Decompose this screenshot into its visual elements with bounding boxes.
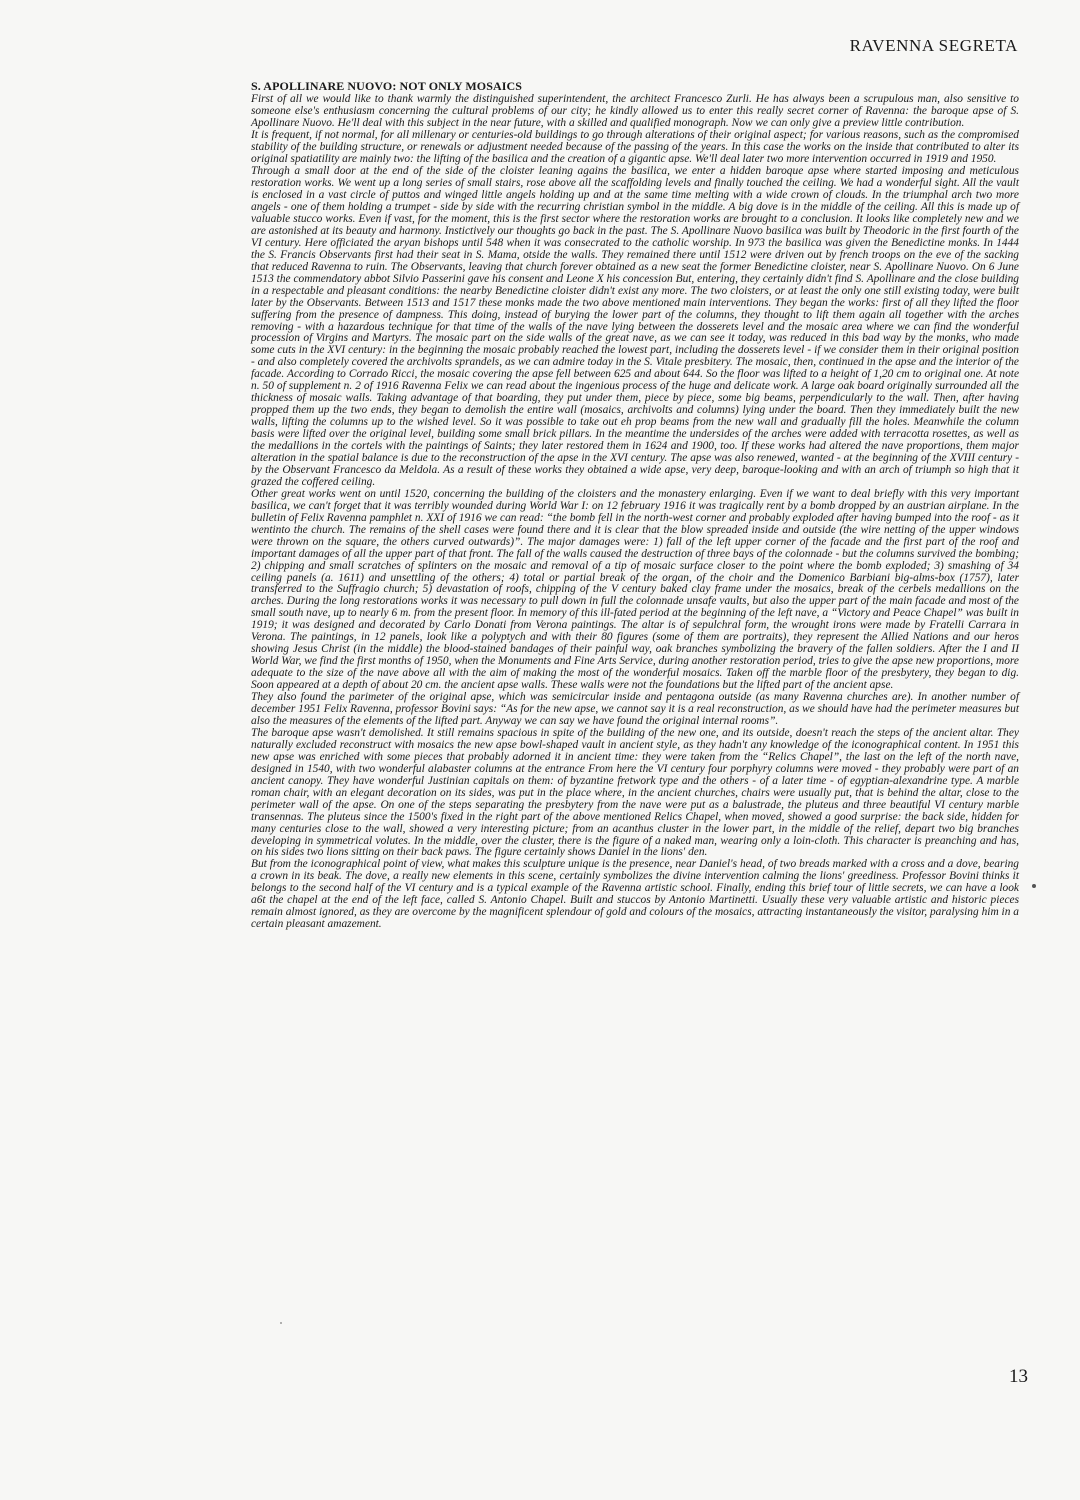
article-paragraph: First of all we would like to thank warmly the distinguished superintendent, the architect Francesco Zurli. He has always been a scrupulous man, also sensitive to someone else's enthusiasm concerning the cultural problems of our city; he kindly allowed us to enter this really secret corner of Ravenna: the baroque apse of S. Apollinare Nuovo. He'll deal with this subject in the near future, with a skilled and qualified monograph. Now we can only give a preview little contribution. bbox=[251, 93, 1019, 130]
scan-speck bbox=[1032, 884, 1036, 888]
article-paragraph: They also found the parimeter of the original apse, which was semicircular inside and pentagona outside (as many Ravenna churches are). In another number of december 1951 Felix Ravenna, professor Bovini says: “As for the new apse, we cannot say it is a real reconstruction, as we should have had the perimeter measures but also the measures of the elements of the lifted part. Anyway we can say we have found the original internal rooms”. bbox=[251, 691, 1020, 727]
article-paragraph: Through a small door at the end of the side of the cloister leaning agains the basilica, we enter a hidden baroque apse where started imposing and meticulous restoration works. We went up a long series of small stairs, rose above all the scaffolding levels and finally touched the ceiling. We had a wonderful sight. All the vault is enclosed in a vast circle of puttos and winged little angels holding up and at the same time melting with a wide crown of clouds. In the triumphal arch two more angels - one of them holding a trumpet - side by side with the recurring christian symbol in the middle. A big dove is in the middle of the ceiling. All this is made up of valuable stucco works. Even if vast, for the moment, this is the first sector where the restoration works are brought to a conclusion. It looks like completely new and we are astonished at its beauty and harmony. Instictively our thoughts go back in the past. The S. Apollinare Nuovo basilica was built by Theodoric in the first fourth of the VI century. Here officiated the aryan bishops until 548 when it was consecrated to the catholic worship. In 973 the basilica was given the Benedictine monks. In 1444 the S. Francis Observants first had their seat in S. Mama, otside the walls. They remained there until 1512 were driven out by french troops on the eve of the sacking that reduced Ravenna to ruin. The Observants, leaving that church forever obtained as a new seat the former Benedictine cloister, near S. Apollinare Nuovo. On 6 June 1513 the commendatory abbot Silvio Passerini gave his consent and Leone X his concession But, entering, they certainly didn't find S. Apollinare and the close building in a respectable and pleasant conditions: the nearby Benedictine cloister didn't exist any more. The two cloisters, or at least the only one still existing today, were built later by the Observants. Between 1513 and 1517 these monks made the two above mentioned main interventions. They began the works: first of all they lifted the floor suffering from the presence of dampness. This doing, instead of burying the lower part of the columns, they thought to lift them again all together with the arches removing - with a hazardous technique for that time of the walls of the nave lying between the dosserets level and the mosaic area where we can find the wonderful procession of Virgins and Martyrs. The mosaic part on the side walls of the great nave, as we can see it today, was reduced in this bad way by the monks, who made some cuts in the XVI century: in the beginning the mosaic probably reached the lowest part, including the dosserets level - if we consider them in their original position - and also completely covered the archivolts sprandels, as we can admire today in the S. Vitale presbitery. The mosaic, then, continued in the apse and the interior of the facade. According to Corrado Ricci, the mosaic covering the apse fell between 625 and about 644. So the floor was lifted to a height of 1,20 cm to original one. At note n. 50 of supplement n. 2 of 1916 Ravenna Felix we can read about the ingenious process of the huge and delicate work. A large oak board originally surrounded all the thickness of mosaic walls. Taking advantage of that boarding, they put under them, piece by piece, some big beams, perpendicularly to the wall. Then, after having propped them up the two ends, they began to demolish the entire wall (mosaics, archivolts and columns) lying under the board. Then they immediately built the new walls, lifting the columns up to the wished level. So it was possible to take out eh prop beams from the new wall and gradually fill the holes. Meanwhile the column basis were lifted over the original level, building some small brick pillars. In the meantime the undersides of the arches were added with terracotta rosettes, as well as the medallions in the cortels with the paintings of Saints; they later restored them in 1624 and 1900, too. If these works had altered the nave proportions, them major alteration in the spatial balance is due to the reconstruction of the apse in the XVI century. The apse was also renewed, wanted - at the beginning of the XVIII century - by the Observant Francesco da Meldola. As a result of these works they obtained a wide apse, very deep, baroque-looking and with an arch of triumph so high that it grazed the coffered ceiling. bbox=[251, 165, 1019, 488]
article-paragraph: The baroque apse wasn't demolished. It still remains spacious in spite of the building of the new one, and its outside, doesn't reach the steps of the ancient altar. They naturally excluded reconstruct with mosaics the new apse bowl-shaped vault in ancient style, as they hadn't any knowledge of the iconographical content. In 1951 this new apse was enriched with some pieces that probably adorned it in ancient time: they were taken from the “Relics Chapel”, the last on the left of the north nave, designed in 1540, with two wonderful alabaster columns at the entrance From here the VI century four porphyry columns were moved - they probably were part of an ancient canopy. They have wonderful Justinian capitals on them: of byzantine fretwork type and the others - of a later time - of egyptian-alexandrine type. A marble roman chair, with an elegant decoration on its sides, was put in the place where, in the ancient churches, chairs were usually put, that is behind the altar, close to the perimeter wall of the apse. On one of the steps separating the presbytery from the nave were put as a balustrade, the pluteus and three beautiful VI century marble transennas. The pluteus since the 1500's fixed in the right part of the above mentioned Relics Chapel, when moved, showed a good surprise: the back side, hidden for many centuries close to the wall, showed a very interesting picture; from an acanthus cluster in the lower part, in the middle of the relief, depart two big branches developing in symmetrical volutes. In the middle, over the cluster, there is the figure of a naked man, wearing only a loin-cloth. This character is preanching and has, on his sides two lions sitting on their back paws. The figure certainly shows Daniel in the lions' den. bbox=[251, 726, 1019, 859]
article-paragraph: Other great works went on until 1520, concerning the building of the cloisters and the monastery enlarging. Even if we want to deal briefly with this very important basilica, we can't forget that it was terribly wounded during World War I: on 12 february 1916 it was tragically rent by a bomb dropped by an austrian airplane. In the bulletin of Felix Ravenna pamphlet n. XXI of 1916 we can read: “the bomb fell in the north-west corner and probably exploded after having bumped into the roof - as it wentinto the church. The remains of the shell cases were found there and it is clear that the blow spreaded inside and outside (the wire netting of the upper windows were thrown on the square, the others curved outwards)”. The major damages were: 1) fall of the left upper corner of the facade and the first part of the roof and important damages of all the upper part of that front. The fall of the walls caused the destruction of three bays of the colonnade - but the columns survived the bombing; 2) chipping and small scratches of splinters on the mosaic and removal of a tip of mosaic surface closer to the point where the bomb exploded; 3) smashing of 34 ceiling panels (a. 1611) and unsettling of the others; 4) total or partial break of the organ, of the choir and the Domenico Barbiani big-alms-box (1757), later transferred to the Suffragio church; 5) devastation of roofs, chipping of the V century baked clay frame under the mosaics, break of the cerbels medallions on the arches. During the long restorations works it was necessary to pull down in full the colonnade unsafe vaults, but also the upper part of the main facade and most of the small south nave, up to nearly 6 m. from the present floor. In memory of this ill-fated period at the beginning of the left nave, a “Victory and Peace Chapel” was built in 1919; it was designed and decorated by Carlo Donati from Verona paintings. The altar is of sepulchral form, the wrought irons were made by Fratelli Carrara in Verona. The paintings, in 12 panels, look like a polyptych and with their 80 figures (some of them are portraits), they represent the Allied Nations and our heros showing Jesus Christ (in the middle) the blood-stained bandages of their painful way, oak branches symbolizing the bravery of the fallen soldiers. After the I and II World War, we find the first months of 1950, when the Monuments and Fine Arts Service, during another restoration period, tries to give the apse new proportions, more adequate to the size of the nave above all with the aim of making the most of the wonderful mosaics. Taken off the marble floor of the presbytery, they began to dig. Soon appeared at a depth of about 20 cm. the ancient apse walls. These walls were not the foundations but the lifted part of the ancient apse. bbox=[251, 487, 1019, 692]
article-paragraph: But from the iconographical point of view, what makes this sculpture unique is the presence, near Daniel's head, of two breads marked with a cross and a dove, bearing a crown in its beak. The dove, a really new elements in this scene, certainly symbolizes the divine intervention calming the lions' greediness. Professor Bovini thinks it belongs to the second half of the VI century and is a typical example of the Ravenna artistic school. Finally, ending this brief tour of little secrets, we can have a look a6t the chapel at the end of the left face, called S. Antonio Chapel. Built and stuccos by Antonio Martinetti. Usually these very valuable artistic and historic pieces remain almost ignored, as they are overcome by the magnificent splendour of gold and colours of the mosaics, attracting instantaneously the visitor, paralysing him in a certain pleasant amazement. bbox=[251, 858, 1019, 931]
running-head: RAVENNA SEGRETA bbox=[849, 36, 1018, 55]
article-paragraph: It is frequent, if not normal, for all millenary or centuries-old buildings to go through alterations of their original aspect; for various reasons, such as the compromised stability of the building structure, or renewals or adjustment needed because of the passing of the years. In this case the works on the inside that contributed to alter its original spatiatility are mainly two: the lifting of the basilica and the creation of a gigantic apse. We'll deal later two more intervention occurred in 1919 and 1950. bbox=[251, 129, 1019, 166]
article-title: S. APOLLINARE NUOVO: NOT ONLY MOSAICS bbox=[251, 79, 523, 93]
page-number: 13 bbox=[1009, 1366, 1028, 1387]
article bbox=[251, 80, 1019, 931]
scan-speck bbox=[280, 1322, 282, 1324]
